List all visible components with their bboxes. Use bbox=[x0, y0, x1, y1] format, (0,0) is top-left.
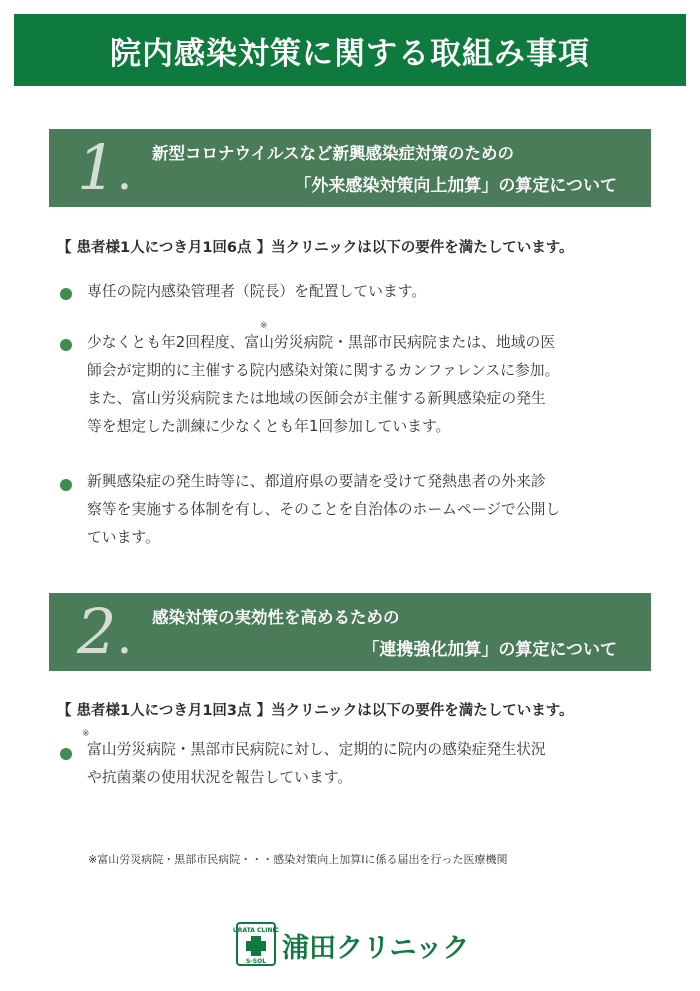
footnote: ※富山労災病院・黒部市民病院・・・感染対策向上加算Ⅰに係る届出を行った医療機関 bbox=[88, 853, 508, 866]
section-1-requirement: 【 患者様1人につき月1回6点 】当クリニックは以下の要件を満たしています。 bbox=[57, 240, 574, 256]
bullet-icon bbox=[60, 748, 72, 760]
bullet-icon bbox=[60, 479, 72, 491]
clinic-logo bbox=[232, 922, 476, 966]
section-2-header bbox=[49, 593, 651, 671]
section-1-heading-line2: 「外来感染対策向上加算」の算定について bbox=[294, 176, 617, 196]
note-mark: ※ bbox=[82, 729, 90, 739]
clinic-logo-badge-icon bbox=[232, 922, 280, 966]
page-title: 院内感染対策に関する取組み事項 bbox=[14, 14, 686, 86]
list-item-text: 新興感染症の発生時等に、都道府県の要請を受けて発熱患者の外来診 察等を実施する体制を有し、そのことを自治体のホームページで公開し ています。 bbox=[87, 473, 561, 546]
section-1-number: 1. bbox=[77, 131, 133, 204]
section-1-heading-line1: 新型コロナウイルスなど新興感染症対策のための bbox=[152, 144, 515, 163]
bullet-icon bbox=[60, 288, 72, 300]
section-2-heading-line1: 感染対策の実効性を高めるための bbox=[152, 608, 400, 627]
logo-badge-top-text: URATA CLINIC bbox=[232, 927, 280, 934]
clinic-name: 浦田クリニック bbox=[282, 933, 470, 964]
logo-badge-bottom-text: S-SOL bbox=[245, 958, 267, 965]
list-item-text: 専任の院内感染管理者（院長）を配置しています。 bbox=[87, 283, 427, 300]
section-2-heading-line2: 「連携強化加算」の算定について bbox=[362, 640, 617, 660]
section-2-requirement: 【 患者様1人につき月1回3点 】当クリニックは以下の要件を満たしています。 bbox=[57, 703, 574, 719]
list-item-text: 少なくとも年2回程度、富山労災病院・黒部市民病院または、地域の医 師会が定期的に主催する院内感染対策に関するカンファレンスに参加。 また、富山労災病院または地域の医師会が主催する新興感染症の発生 等を想定した訓練に少なくとも年1回参加しています。 bbox=[87, 334, 560, 435]
list-item-text: 富山労災病院・黒部市民病院に対し、定期的に院内の感染症発生状況 や抗菌薬の使用状況を報告しています。 bbox=[87, 741, 546, 786]
note-mark: ※ bbox=[260, 321, 268, 331]
bullet-icon bbox=[60, 339, 72, 351]
section-1-header bbox=[49, 129, 651, 207]
section-2-number: 2. bbox=[77, 595, 133, 668]
